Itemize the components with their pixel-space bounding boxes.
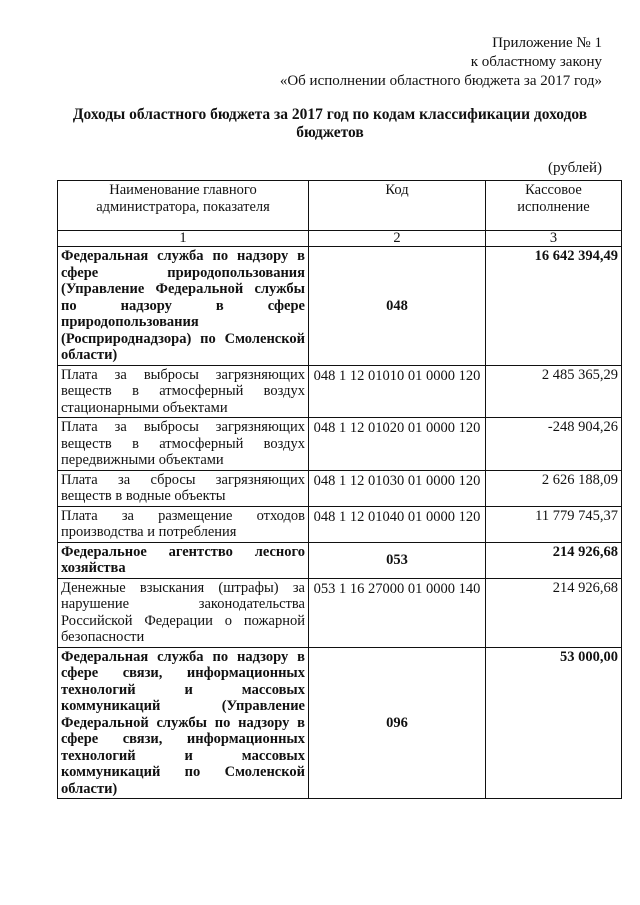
row-amount: 16 642 394,49 [486,247,622,366]
row-amount: 2 485 365,29 [486,365,622,418]
row-name: Федеральная служба по надзору в сфере связи, информационных технологий и массовых коммуникаций (Управление Федеральной службы по надзору в сфере связи, информационных технологий и массовых коммуникаций по Смоленской области) [58,647,309,799]
column-number: 1 [58,231,309,247]
column-number-row [58,231,622,247]
row-code: 048 1 12 01020 01 0000 120 [309,418,486,471]
row-name: Плата за размещение отходов производства и потребления [58,506,309,542]
revenue-table [57,180,622,799]
row-amount: 2 626 188,09 [486,470,622,506]
row-name: Денежные взыскания (штрафы) за нарушение законодательства Российской Федерации о пожарной безопасности [58,578,309,647]
row-code: 048 1 12 01030 01 0000 120 [309,470,486,506]
table-row [58,247,622,366]
row-amount: 214 926,68 [486,578,622,647]
table-row [58,647,622,799]
title-line-2: бюджетов [296,124,364,141]
row-amount: -248 904,26 [486,418,622,471]
column-number: 2 [309,231,486,247]
column-header-code: Код [309,181,486,231]
row-code: 048 [309,247,486,366]
row-name: Плата за сбросы загрязняющих веществ в водные объекты [58,470,309,506]
appendix-line-1: Приложение № 1 [492,35,602,51]
table-row [58,470,622,506]
document-title [60,106,600,142]
row-code: 053 [309,542,486,578]
row-code: 096 [309,647,486,799]
column-number: 3 [486,231,622,247]
table-header-row [58,181,622,231]
row-amount: 214 926,68 [486,542,622,578]
column-header-amount: Кассовое исполнение [486,181,622,231]
table-row [58,365,622,418]
row-amount: 53 000,00 [486,647,622,799]
row-code: 053 1 16 27000 01 0000 140 [309,578,486,647]
row-code: 048 1 12 01010 01 0000 120 [309,365,486,418]
table-row [58,542,622,578]
row-name: Федеральное агентство лесного хозяйства [58,542,309,578]
unit-label: (рублей) [547,160,602,176]
appendix-line-2: к областному закону [470,54,602,70]
row-name: Федеральная служба по надзору в сфере природопользования (Управление Федеральной службы по надзору в сфере природопользования (Росприроднадзора) по Смоленской области) [58,247,309,366]
column-header-name: Наименование главного администратора, показателя [58,181,309,231]
table-row [58,506,622,542]
row-name: Плата за выбросы загрязняющих веществ в атмосферный воздух передвижными объектами [58,418,309,471]
row-name: Плата за выбросы загрязняющих веществ в атмосферный воздух стационарными объектами [58,365,309,418]
appendix-header [280,34,602,91]
table-row [58,418,622,471]
row-code: 048 1 12 01040 01 0000 120 [309,506,486,542]
table-row [58,578,622,647]
appendix-line-3: «Об исполнении областного бюджета за 2017 год» [279,73,602,89]
title-line-1: Доходы областного бюджета за 2017 год по кодам классификации доходов [72,106,588,123]
row-amount: 11 779 745,37 [486,506,622,542]
